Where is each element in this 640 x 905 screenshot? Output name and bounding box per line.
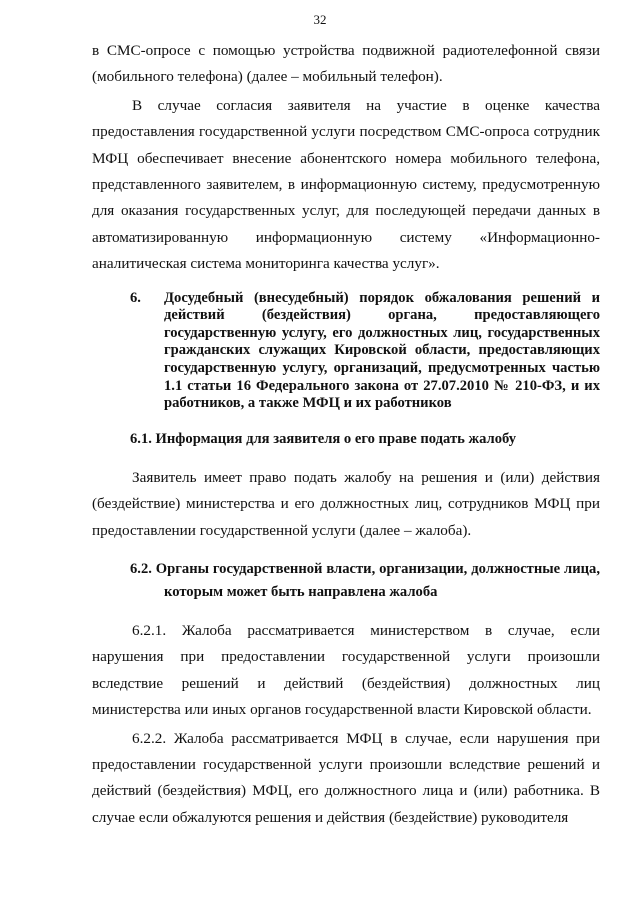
section-6-heading (92, 290, 600, 413)
section-6-title: Досудебный (внесудебный) порядок обжалования решений и действий (бездействия) органа, предоставляющего государственную услугу, его должностных лиц, государственных гражданских служащих Кировской области, предоставляющих государственную услугу, организаций, предусмотренных частью 1.1 статьи 16 Федерального закона от 27.07.2010 № 210-ФЗ, и их работников, а также МФЦ и их работников (164, 289, 600, 412)
page-number: 32 (313, 12, 327, 27)
paragraph-sms-consent: В случае согласия заявителя на участие в оценке качества предоставления государственной услуги посредством СМС-опроса сотрудник МФЦ обеспечивает внесение абонентского номера мобильного телефона, представленного заявителем, в информационную систему, предусмотренную для оказания государственных услуг, для последующей передачи данных в автоматизированную информационную систему «Информационно-аналитическая система мониторинга качества услуг». (92, 96, 600, 273)
section-6-1-text: Заявитель имеет право подать жалобу на решения и (или) действия (бездействие) министерства и его должностных лиц, сотрудников МФЦ при предоставлении государственной услуги (далее – жалоба). (92, 468, 600, 539)
document-body (92, 38, 600, 831)
section-6-2-heading: 6.2. Органы государственной власти, организации, должностные лица, которым может быть направлена жалоба (130, 561, 600, 601)
paragraph-sms-survey-end: в СМС-опросе с помощью устройства подвижной радиотелефонной связи (мобильного телефона) (далее – мобильный телефон). (92, 42, 600, 86)
section-6-number: 6. (130, 289, 141, 306)
section-6-2-2-text: 6.2.2. Жалоба рассматривается МФЦ в случае, если нарушения при предоставлении государственной услуги произошли вследствие решений и действий (бездействия) МФЦ, его должностного лица и (или) работника. В случае если обжалуются решения и действия (бездействие) руководителя (92, 729, 600, 826)
section-6-1-heading: 6.1. Информация для заявителя о его праве подать жалобу (130, 430, 517, 447)
section-6-2-1-text: 6.2.1. Жалоба рассматривается министерством в случае, если нарушения при предоставлении государственной услуги произошли вследствие решений и действий (бездействия) должностных лиц министерства или иных органов государственной власти Кировской области. (92, 622, 600, 719)
